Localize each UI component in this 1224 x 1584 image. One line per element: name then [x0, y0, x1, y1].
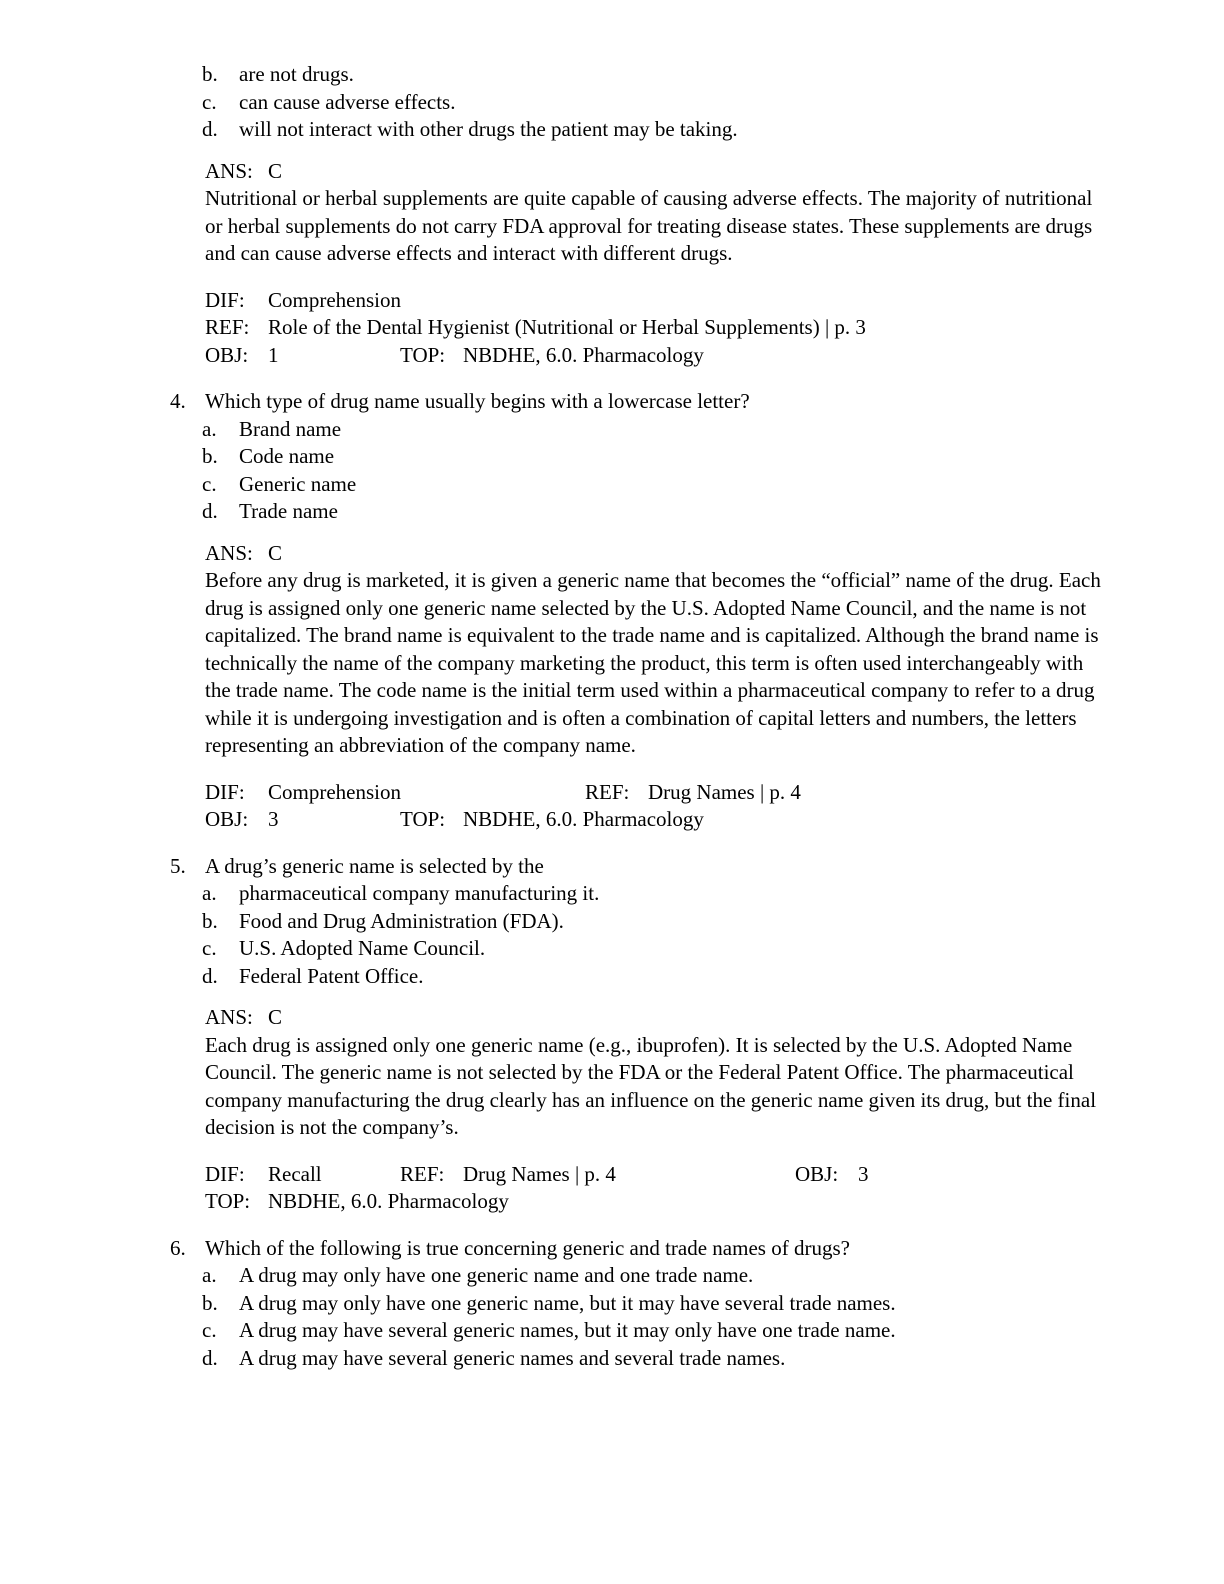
metadata-value: Comprehension: [268, 287, 401, 312]
metadata-label: DIF:: [205, 287, 245, 312]
metadata-label: DIF:: [205, 779, 245, 804]
answer-option: [202, 1262, 1114, 1290]
rationale-text: Before any drug is marketed, it is given a generic name that becomes the “official” name of the drug. Each drug is assigned only one generic name selected by the U.S. Adopted Name Council, and the name is not capitalized. The brand name is equivalent to the trade name and is capitalized. Although the brand name is technically the name of the company marketing the product, this term is often used interchangeably with the trade name. The code name is the initial term used within a pharmaceutical company to refer to a drug while it is undergoing investigation and is often a combination of capital letters and numbers, the letters representing an abbreviation of the company name.: [205, 568, 1101, 757]
option-text: Code name: [239, 444, 335, 468]
question-line: [170, 853, 1114, 881]
metadata-value: 3: [268, 807, 279, 831]
metadata-label: OBJ:: [205, 807, 249, 831]
answer-option: [202, 1345, 1114, 1373]
options-list: [202, 61, 1114, 144]
metadata-segment: [795, 1161, 869, 1189]
answer-option: [202, 1290, 1114, 1318]
metadata-value: Recall: [268, 1161, 322, 1186]
options-list: [202, 1262, 1114, 1372]
option-letter: a.: [202, 416, 217, 441]
option-letter: c.: [202, 89, 217, 114]
question-block: [170, 1235, 1114, 1373]
question-number: 5.: [170, 853, 186, 878]
option-letter: c.: [202, 936, 217, 960]
metadata-label: REF:: [585, 779, 630, 804]
metadata-segment: [585, 779, 801, 807]
metadata-value: Role of the Dental Hygienist (Nutritional or Herbal Supplements) | p. 3: [268, 315, 866, 339]
option-letter: d.: [202, 963, 218, 988]
metadata-value: NBDHE, 6.0. Pharmacology: [463, 342, 704, 367]
answer-option: [202, 116, 1114, 144]
option-letter: b.: [202, 1290, 218, 1315]
question-block: [170, 853, 1114, 1216]
rationale-text: Each drug is assigned only one generic name (e.g., ibuprofen). It is selected by the U.S. Adopted Name Council. The generic name is not selected by the FDA or the Federal Patent Office. The pharmaceutical company manufacturing the drug clearly has an influence on the generic name given its drug, but the final decision is not the company’s.: [205, 1032, 1097, 1139]
option-letter: a.: [202, 1263, 217, 1287]
metadata-value: Drug Names | p. 4: [648, 779, 801, 804]
answer-option: [202, 1317, 1114, 1345]
answer-option: [202, 880, 1114, 908]
option-text: U.S. Adopted Name Council.: [239, 936, 486, 960]
metadata-label: OBJ:: [205, 342, 249, 367]
metadata-line: [205, 287, 1114, 315]
option-letter: b.: [202, 908, 218, 933]
metadata-block: [205, 287, 1114, 370]
option-letter: b.: [202, 444, 218, 468]
answer-value: C: [268, 158, 283, 183]
option-letter: a.: [202, 881, 217, 905]
metadata-value: 1: [268, 342, 279, 367]
metadata-segment: [400, 806, 704, 834]
question-line: [170, 388, 1114, 416]
metadata-segment: [205, 1161, 400, 1189]
metadata-label: OBJ:: [795, 1161, 839, 1186]
option-text: can cause adverse effects.: [239, 89, 456, 114]
metadata-line: [205, 1188, 1114, 1216]
metadata-segment: [205, 1188, 509, 1216]
option-text: Trade name: [239, 499, 338, 523]
answer-line: [205, 540, 1114, 568]
metadata-segment: [205, 806, 400, 834]
metadata-line: [205, 806, 1114, 834]
answer-option: [202, 471, 1114, 499]
metadata-label: REF:: [205, 315, 250, 339]
option-text: A drug may only have one generic name, but it may have several trade names.: [239, 1290, 896, 1315]
metadata-label: TOP:: [400, 807, 446, 831]
metadata-value: NBDHE, 6.0. Pharmacology: [463, 807, 704, 831]
metadata-block: [205, 1161, 1114, 1216]
question-line: [170, 1235, 1114, 1263]
answer-line: [205, 1004, 1114, 1032]
option-text: will not interact with other drugs the patient may be taking.: [239, 117, 738, 141]
option-text: A drug may only have one generic name and one trade name.: [239, 1263, 754, 1287]
metadata-value: Comprehension: [268, 779, 401, 804]
metadata-line: [205, 342, 1114, 370]
option-letter: d.: [202, 1345, 218, 1370]
option-letter: d.: [202, 499, 218, 523]
answer-label: ANS:: [205, 540, 253, 565]
question-text: Which of the following is true concerning generic and trade names of drugs?: [205, 1235, 850, 1260]
question-block: [170, 388, 1114, 834]
answer-option: [202, 89, 1114, 117]
option-letter: b.: [202, 62, 218, 86]
metadata-block: [205, 779, 1114, 834]
question-text: Which type of drug name usually begins with a lowercase letter?: [205, 389, 750, 413]
metadata-line: [205, 1161, 1114, 1189]
option-text: Generic name: [239, 471, 357, 496]
option-letter: c.: [202, 471, 217, 496]
metadata-segment: [205, 779, 585, 807]
answer-option: [202, 935, 1114, 963]
metadata-label: TOP:: [205, 1189, 251, 1213]
options-list: [202, 880, 1114, 990]
metadata-value: NBDHE, 6.0. Pharmacology: [268, 1189, 509, 1213]
metadata-segment: [205, 314, 866, 342]
metadata-label: DIF:: [205, 1161, 245, 1186]
option-letter: d.: [202, 117, 218, 141]
answer-option: [202, 908, 1114, 936]
answer-label: ANS:: [205, 1005, 253, 1029]
answer-value: C: [268, 540, 283, 565]
answer-label: ANS:: [205, 158, 253, 183]
option-text: are not drugs.: [239, 62, 354, 86]
metadata-label: TOP:: [400, 342, 446, 367]
question-number: 6.: [170, 1235, 186, 1260]
option-text: pharmaceutical company manufacturing it.: [239, 881, 600, 905]
option-text: A drug may have several generic names, but it may only have one trade name.: [239, 1318, 896, 1342]
option-letter: c.: [202, 1318, 217, 1342]
question-text: A drug’s generic name is selected by the: [205, 853, 544, 878]
metadata-value: 3: [858, 1161, 869, 1186]
metadata-segment: [205, 342, 400, 370]
answer-option: [202, 61, 1114, 89]
metadata-line: [205, 314, 1114, 342]
options-list: [202, 416, 1114, 526]
rationale-text: Nutritional or herbal supplements are quite capable of causing adverse effects. The majority of nutritional or herbal supplements do not carry FDA approval for treating disease states. These supplements are drugs and can cause adverse effects and interact with different drugs.: [205, 186, 1093, 265]
answer-value: C: [268, 1005, 283, 1029]
question-number: 4.: [170, 389, 186, 413]
metadata-segment: [400, 1161, 795, 1189]
metadata-segment: [205, 287, 401, 315]
metadata-line: [205, 779, 1114, 807]
answer-option: [202, 498, 1114, 526]
option-text: Food and Drug Administration (FDA).: [239, 908, 564, 933]
question-block: [170, 61, 1114, 369]
answer-option: [202, 963, 1114, 991]
option-text: A drug may have several generic names and several trade names.: [239, 1345, 786, 1370]
metadata-value: Drug Names | p. 4: [463, 1161, 616, 1186]
answer-option: [202, 443, 1114, 471]
option-text: Federal Patent Office.: [239, 963, 424, 988]
metadata-segment: [400, 342, 704, 370]
option-text: Brand name: [239, 416, 342, 441]
metadata-label: REF:: [400, 1161, 445, 1186]
answer-line: [205, 158, 1114, 186]
answer-option: [202, 416, 1114, 444]
